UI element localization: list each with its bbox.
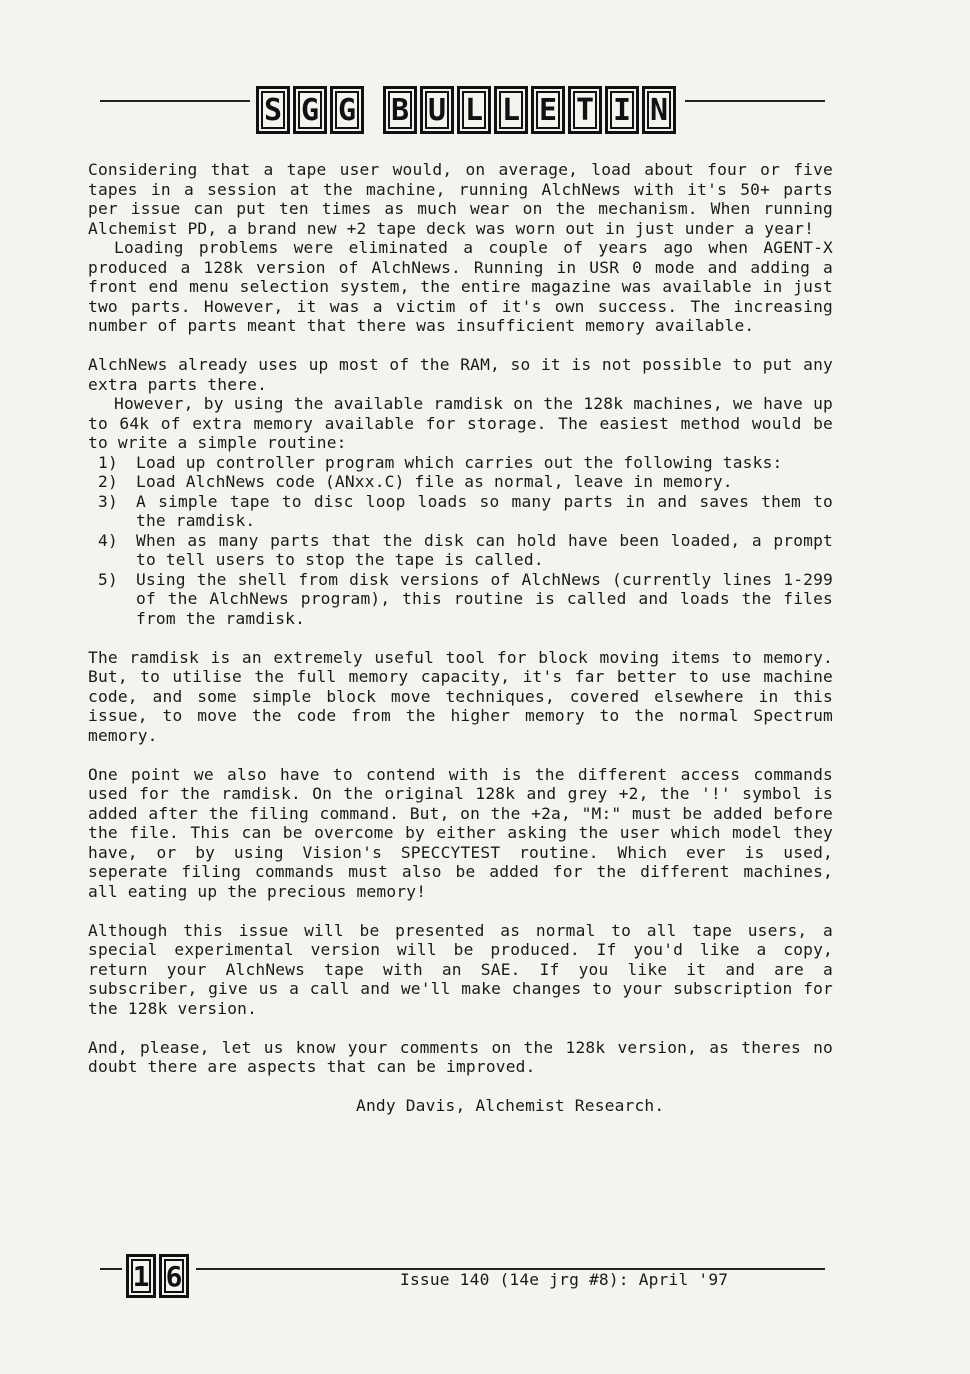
routine-steps	[88, 453, 833, 629]
title-letter: L	[494, 86, 528, 134]
paragraph: Considering that a tape user would, on average, load about four or five tapes in a session at the machine, running AlchNews with it's 50+ parts per issue can put ten times as much wear on the mechanism. When running Alchemist PD, a brand new +2 tape deck was worn out in just under a year!	[88, 160, 833, 238]
paragraph: AlchNews already uses up most of the RAM, so it is not possible to put any extra parts there.	[88, 355, 833, 394]
bulletin-title	[250, 86, 685, 140]
paragraph: However, by using the available ramdisk on the 128k machines, we have up to 64k of extra memory available for storage. The easiest method would be to write a simple routine:	[88, 394, 833, 452]
issue-info: Issue 140 (14e jrg #8): April '97	[400, 1270, 729, 1289]
page-digit: 1	[126, 1254, 156, 1298]
title-letter: T	[568, 86, 602, 134]
paragraph: The ramdisk is an extremely useful tool for block moving items to memory. But, to utilise the full memory capacity, it's far better to use machine code, and some simple block move techniques, covered elsewhere in this issue, to move the code from the higher memory to the normal Spectrum memory.	[88, 647, 833, 745]
page-digit: 6	[159, 1254, 189, 1298]
signature: Andy Davis, Alchemist Research.	[356, 1096, 665, 1115]
title-letter: B	[383, 86, 417, 134]
list-item: 5) Using the shell from disk versions of AlchNews (currently lines 1-299 of the AlchNews program), this routine is called and loads the files from the ramdisk.	[98, 569, 833, 628]
title-letter: L	[457, 86, 491, 134]
title-letter: N	[642, 86, 676, 134]
paragraph: Loading problems were eliminated a couple of years ago when AGENT-X produced a 128k version of AlchNews. Running in USR 0 mode and adding a front end menu selection system, the entire magazine was available in just two parts. However, it was a victim of it's own success. The increasing number of parts meant that there was insufficient memory available.	[88, 238, 833, 335]
title-letter: G	[330, 86, 364, 134]
title-letter: G	[293, 86, 327, 134]
title-letter: I	[605, 86, 639, 134]
paragraph: Although this issue will be presented as normal to all tape users, a special experimental version will be produced. If you'd like a copy, return your AlchNews tape with an SAE. If you like it and are a subscriber, give us a call and we'll make changes to your subscription for the 128k version.	[88, 920, 833, 1018]
list-item: 1) Load up controller program which carries out the following tasks:	[98, 452, 783, 472]
article-body	[88, 160, 833, 1116]
list-item: 2) Load AlchNews code (ANxx.C) file as normal, leave in memory.	[98, 472, 733, 491]
paragraph: And, please, let us know your comments on the 128k version, as theres no doubt there are aspects that can be improved.	[88, 1037, 833, 1076]
title-letter: U	[420, 86, 454, 134]
list-item: 3) A simple tape to disc loop loads so many parts in and saves them to the ramdisk.	[98, 491, 833, 530]
title-letter: S	[256, 86, 290, 134]
list-item: 4) When as many parts that the disk can hold have been loaded, a prompt to tell users to stop the tape is called.	[98, 530, 833, 569]
title-letter: E	[531, 86, 565, 134]
paragraph: One point we also have to contend with is the different access commands used for the ramdisk. On the original 128k and grey +2, the '!' symbol is added after the filing command. But, on the +2a, "M:" must be added before the file. This can be overcome by either asking the user which model they have, or by using Vision's SPECCYTEST routine. Which ever is used, seperate filing commands must also be added for the different machines, all eating up the precious memory!	[88, 764, 833, 901]
page-number	[122, 1254, 196, 1298]
